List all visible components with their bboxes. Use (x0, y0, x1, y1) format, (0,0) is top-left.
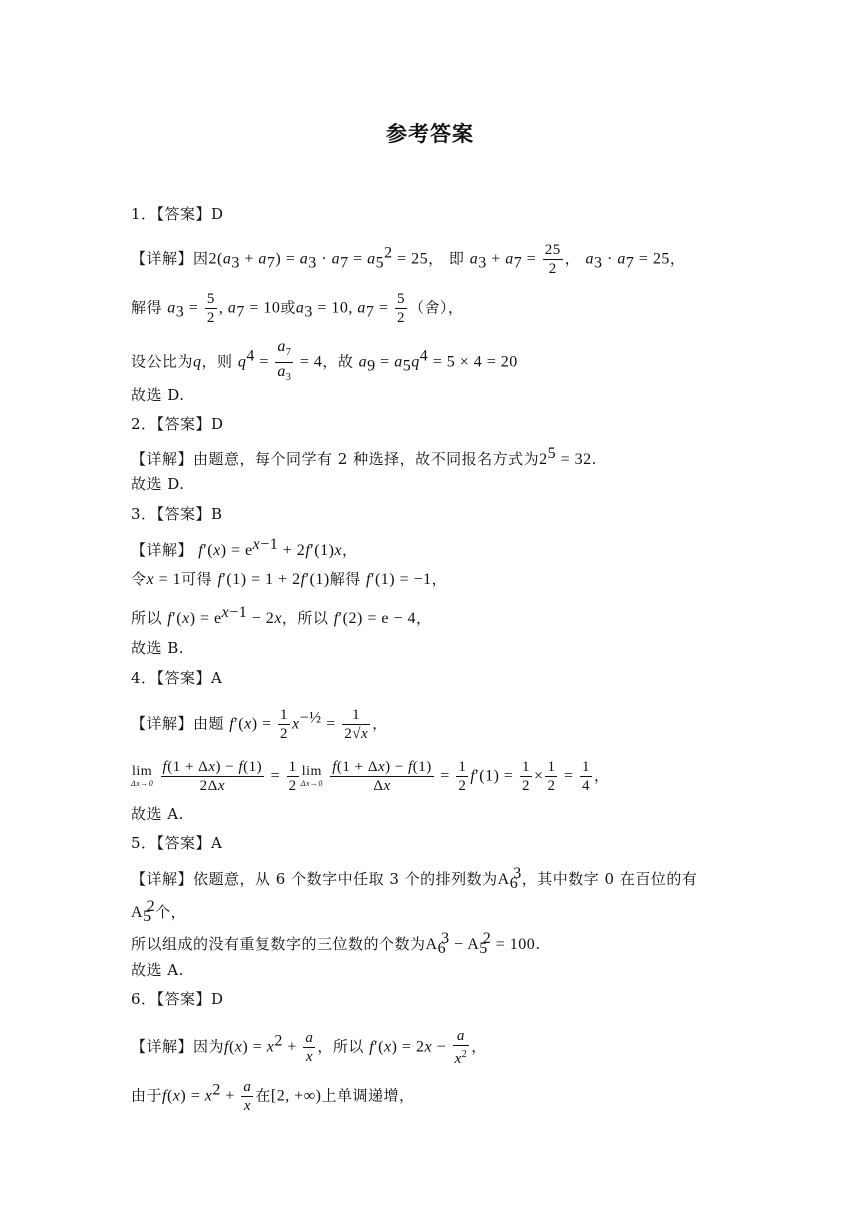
q1-choose: 故选 D. (131, 386, 185, 404)
q1-detail-line3: 设公比为q，则 $q^4$ = $\frac{a_7}{a_3}$ = 4，故 $a_9 = a_5q^4 = 5 \times 4 = 20$ (131, 338, 518, 383)
q4-choose: 故选 A. (131, 805, 184, 823)
q1-detail-line2: 解得 $a_3$ = $\frac{5}{2}$ , $a_7 = 10$或$a_3 = 10$, $a_7$ = $\frac{5}{2}$ （舍）， (131, 291, 464, 326)
q3-detail-line1: 【详解】 $f'(x) = e^{x-1} + 2f'(1)x$， (131, 536, 358, 559)
q1-answer: 1．【答案】D (131, 205, 224, 223)
q2-choose: 故选 D. (131, 475, 185, 493)
q2-detail: 【详解】由题意，每个同学有 2 种选择，故不同报名方式为$2^5 = 32$. (131, 445, 597, 468)
page-title: 参考答案 (386, 122, 474, 146)
q3-answer: 3．【答案】B (131, 505, 223, 523)
q6-answer: 6．【答案】D (131, 990, 224, 1008)
q5-detail-line1: 【详解】依题意，从 6 个数字中任取 3 个的排列数为$A_6^3$，其中数字 0 在百位的有 (131, 865, 698, 892)
q3-detail-line3: 所以 $f'(x) = e^{x-1} - 2x$，所以 f′(2) = e − 4， (131, 604, 432, 627)
q3-choose: 故选 B. (131, 639, 185, 657)
q4-answer: 4．【答案】A (131, 669, 223, 687)
q3-detail-line2: 令x = 1可得 f′(1) = 1 + 2f′(1)解得 f′(1) = −1， (131, 570, 448, 588)
q2-answer: 2．【答案】D (131, 415, 224, 433)
q5-answer: 5．【答案】A (131, 834, 223, 852)
q4-detail-line1: 【详解】由题 f′(x) = $\frac{1}{2}$ $x^{-\frac{1}{2}}$ = $\frac{1}{2√x}$ ， (131, 707, 388, 742)
q5-choose: 故选 A. (131, 961, 184, 979)
q6-detail-line1: 【详解】因为$f(x) = x^2$ + $\frac{a}{x}$ ，所以 f′(x) = 2x − $\frac{a}{x^2}$ ， (131, 1028, 487, 1067)
q5-detail-line2: $A_5^2$个， (131, 898, 187, 925)
q6-detail-line2: 由于$f(x) = x^2$ + $\frac{a}{x}$ 在[2, +∞)上单调递增， (131, 1079, 415, 1114)
q5-detail-line3: 所以组成的没有重复数字的三位数的个数为$A_6^3 - A_5^2 = 100$. (131, 930, 541, 957)
q1-detail-line1: 【详解】因$2(a_3 + a_7) = a_3 \cdot a_7 = a_5^2 = 25$， 即 $a_3 + a_7$ = $\frac{25}{2}$ ， $a_3 \cdot a_7 = 25$， (131, 242, 686, 277)
q4-detail-line2: lim Δx→0 $\frac{f(1 + \Delta x) - f(1)}{2\Delta x}$ = $\frac{1}{2}$ lim Δx→0 $\frac{f(1 + \Delta x) - f(1)}{\Delta x}$ = $\frac{1}{2}$ f′(1) = $\frac{1}{2}$ × $\frac{1}{2}$ = $\frac{1}{4}$ ， (131, 759, 610, 794)
